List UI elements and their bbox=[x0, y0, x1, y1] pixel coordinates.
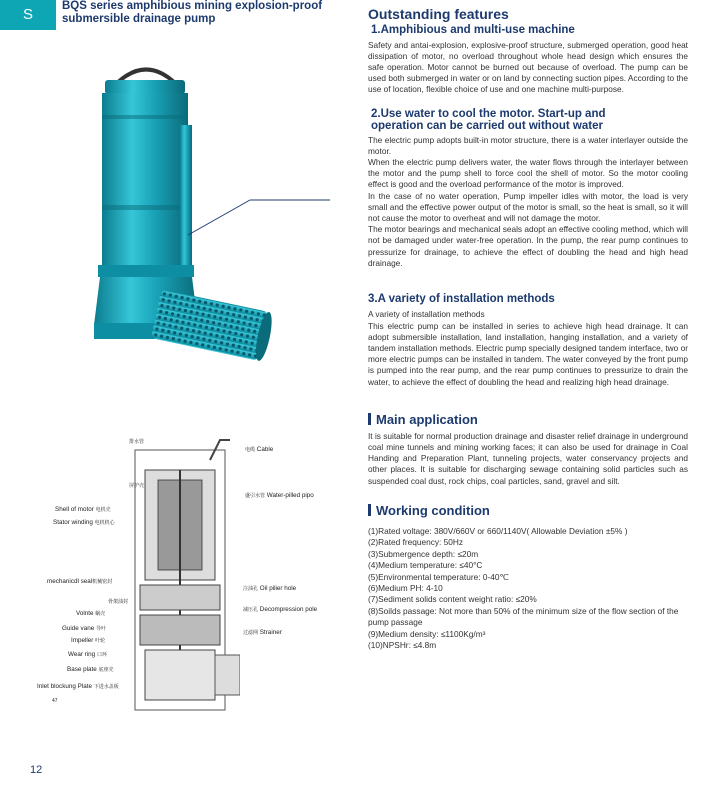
label-water-pipe bbox=[245, 492, 314, 499]
main-application-heading bbox=[368, 412, 688, 427]
pump-photo bbox=[60, 55, 360, 385]
label-volute-en: Volnte bbox=[76, 610, 94, 617]
feature-2-title-line-2: operation can be carried out without water bbox=[371, 120, 603, 133]
label-volute bbox=[76, 610, 105, 617]
label-oil-hole bbox=[243, 585, 296, 592]
features-heading: Outstanding features bbox=[368, 6, 509, 22]
working-condition-title: Working condition bbox=[376, 502, 490, 518]
feature-2-para-2: When the electric pump delivers water, the water flows through the interlayer between the motor and the pump shell to force cool the shell of motor. So the motor cooling effect is good and the overload performance of the motor is improved. bbox=[368, 156, 688, 190]
label-waterpipe-en: Water-pilled pipo bbox=[266, 492, 314, 499]
condition-item: (5)Environmental temperature: 0-40℃ bbox=[368, 571, 509, 582]
label-stator-winding bbox=[53, 519, 115, 526]
label-impeller-en: Impeller bbox=[71, 637, 94, 644]
section-tab: S bbox=[0, 0, 56, 30]
condition-item: (2)Rated frequency: 50Hz bbox=[368, 537, 464, 548]
label-wear-cn: 口环 bbox=[96, 652, 107, 658]
label-inlet-plate bbox=[37, 683, 119, 690]
feature-2-title-line-1: 2.Use water to cool the motor. Start-up and bbox=[371, 107, 606, 120]
label-base-en: Base plate bbox=[67, 666, 97, 673]
label-bearing-cn: 骨架油封 bbox=[108, 599, 129, 605]
label-guide-en: Guide vane bbox=[62, 625, 95, 632]
feature-2-para-1: The electric pump adopts built-in motor structure, there is a water interlayer outside the motor. bbox=[368, 134, 688, 156]
label-seal-en: mechanicdl seal bbox=[47, 578, 93, 585]
label-shell-of-motor bbox=[55, 506, 111, 513]
cross-section-diagram bbox=[120, 430, 240, 720]
title-line-1: BQS series amphibious mining explosion-proof bbox=[62, 0, 323, 12]
label-stator-en: Stator winding bbox=[53, 519, 93, 526]
main-application-text: It is suitable for normal production drainage and disaster relief drainage in underground coal mine tunnels and mining working faces; it can also be used for drainage in Coal Handing and Preparation Plant, tunneling projects, water conservancy projects and other places. It is suitable for discharging sewage containing solid particles such as suspended coal dust, rock chips, coal particles, sand, gravel and silt. bbox=[368, 430, 688, 486]
condition-item: (9)Medium density: ≤1100Kg/m³ bbox=[368, 628, 486, 639]
working-condition-heading bbox=[368, 503, 688, 518]
label-shell-en: Shell of motor bbox=[55, 506, 94, 513]
condition-item: (8)Soilds passage: Not more than 50% of the minimum size of the flow section of the pump passage bbox=[368, 605, 679, 628]
condition-item: (6)Medium PH: 4-10 bbox=[368, 582, 443, 593]
label-outlet-cn: 排水管 bbox=[129, 439, 145, 445]
label-oil-en: Oil pilier hole bbox=[259, 585, 297, 592]
label-wear-en: Wear ring bbox=[68, 651, 96, 658]
label-decomp bbox=[243, 606, 317, 613]
label-wear-ring bbox=[68, 651, 107, 658]
label-waterpipe-cn: 盛引水管 bbox=[245, 493, 266, 499]
label-mech-seal bbox=[47, 578, 112, 585]
heading-bar bbox=[368, 413, 371, 425]
label-guide-cn: 导叶 bbox=[95, 626, 106, 632]
label-strainer-cn: 过滤网 bbox=[243, 630, 259, 636]
condition-item: (4)Medium temperature: ≤40°C bbox=[368, 560, 483, 571]
label-shield-cn: 屏护壳 bbox=[129, 483, 145, 489]
page-number: 12 bbox=[30, 764, 43, 776]
label-cable-cn: 电缆 bbox=[245, 447, 256, 453]
label-cable-en: Cable bbox=[256, 446, 274, 453]
feature-1-title: 1.Amphibious and multi-use machine bbox=[371, 24, 575, 36]
feature-3-para-2: This electric pump can be installed in series to achieve high head drainage. It can adopt submersible installation, land installation, hanging installation, and a variety of tandem installation methods. Electric pump specially designed tandem interface, two or more electric pumps can be installed in tandem. The water conveyed by the front pump is pumped into the rear pump, and the rear pump continues to pressurize to drain the water, to achieve the effect of doubling the head and realizing high head drainage. bbox=[368, 320, 688, 387]
label-volute-cn: 蜗壳 bbox=[95, 611, 106, 617]
label-oil-cn: 注油孔 bbox=[243, 586, 259, 592]
label-impeller bbox=[71, 637, 105, 644]
right-column bbox=[368, 6, 688, 651]
label-mark: 47 bbox=[52, 698, 58, 704]
label-strainer bbox=[243, 629, 282, 636]
feature-2-para-4: The motor bearings and mechanical seals adopt an effective cooling method, which will not be damaged under water-free operation. In the pump, the rear pump continues to pressurize for drainage, to achieve the effect of doubling the head and high head drainage. bbox=[368, 224, 688, 268]
heading-bar bbox=[368, 504, 371, 516]
working-condition-list bbox=[368, 526, 688, 651]
label-base-plate bbox=[67, 666, 114, 673]
condition-item: (3)Submergence depth: ≤20m bbox=[368, 548, 479, 559]
label-strainer-en: Strainer bbox=[259, 629, 282, 636]
label-inlet-en: Inlet blockung Plate bbox=[37, 683, 92, 690]
label-base-cn: 底座壳 bbox=[98, 667, 114, 673]
condition-item: (7)Sediment solids content weight ratio: ≤20% bbox=[368, 594, 537, 605]
page-title bbox=[62, 0, 322, 26]
feature-2-para-3: In the case of no water operation, Pump impeller idles with motor, the load is very small and the effective power output of the motor is small, so the heat is small, so it will not cause the motor to overheat and will not damage the motor. bbox=[368, 190, 688, 223]
label-cable bbox=[245, 446, 273, 453]
condition-item: (1)Rated voltage: 380V/660V or 660/1140V( Allowable Deviation ±5% ) bbox=[368, 525, 628, 536]
label-inlet-cn: 下进水盖板 bbox=[93, 684, 119, 690]
feature-3-title: 3.A variety of installation methods bbox=[368, 292, 555, 305]
main-application-title: Main application bbox=[376, 411, 478, 427]
feature-3-para-1: A variety of installation methods bbox=[368, 309, 485, 320]
label-decomp-cn: 减压孔 bbox=[243, 607, 259, 613]
label-impeller-cn: 叶轮 bbox=[95, 638, 106, 644]
label-guide-vane bbox=[62, 625, 106, 632]
title-line-2: submersible drainage pump bbox=[62, 13, 216, 25]
feature-1-text: Safety and antai-explosion, explosive-proof structure, submerged operation, good heat dissipation of motor, no overload throughout whole head design which ensures the safe operation. Motor cannot be burned out because of overload. The pump can be used both submerged in water or on land by connecting suction pipes. According to the use of location, flexible choice of use and one machine multi-purpose. bbox=[368, 39, 688, 95]
label-seal-cn: 机械密封 bbox=[92, 579, 113, 585]
label-shell-cn: 电机壳 bbox=[95, 507, 111, 513]
condition-item: (10)NPSHr: ≤4.8m bbox=[368, 639, 437, 650]
label-decomp-en: Decompression pole bbox=[259, 606, 318, 613]
label-stator-cn: 电机机心 bbox=[94, 520, 115, 526]
